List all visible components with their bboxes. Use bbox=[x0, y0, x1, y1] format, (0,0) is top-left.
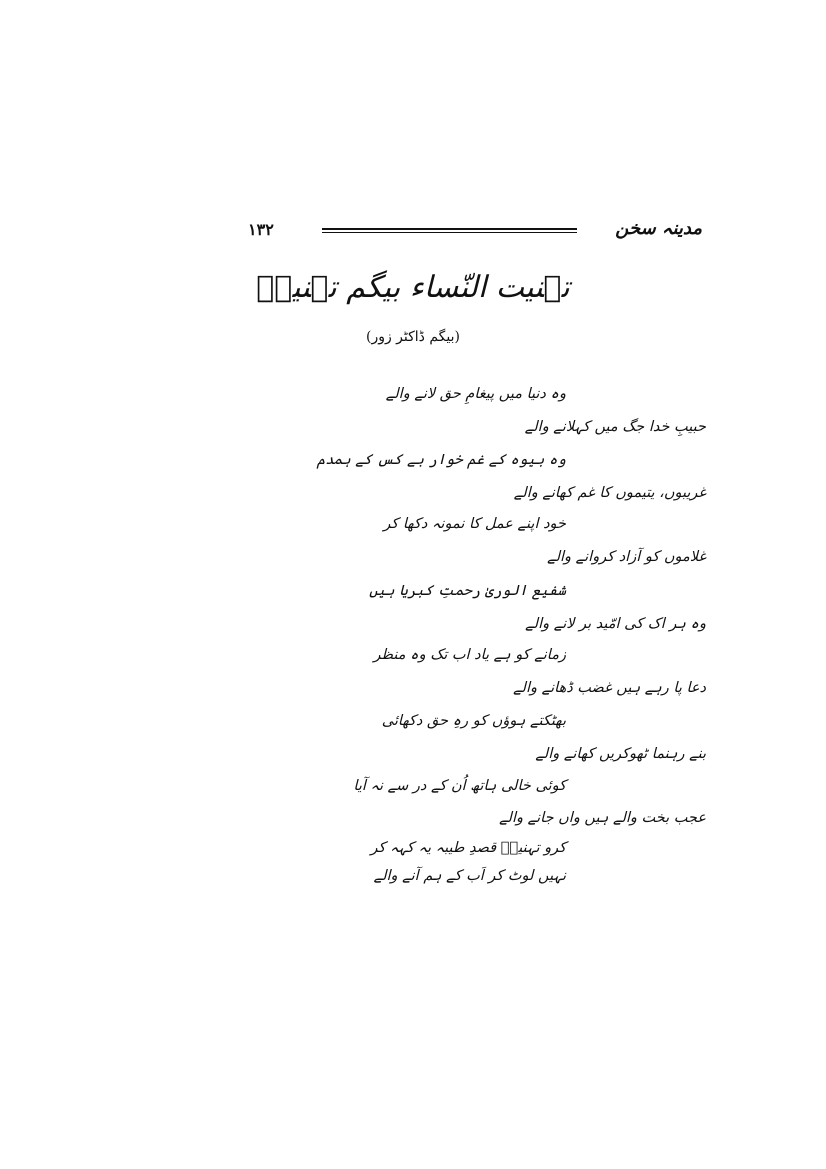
poem-line: حبیبِ خدا جگ میں کہلانے والے bbox=[524, 419, 706, 435]
poem-line: خود اپنے عمل کا نمونہ دکھا کر bbox=[383, 516, 566, 532]
poem-line: کوئی خالی ہاتھ اُن کے در سے نہ آیا bbox=[353, 778, 566, 794]
poem-line: بھٹکتے ہوؤں کو رہِ حق دکھائی bbox=[381, 713, 566, 729]
poem-author: (بیگم ڈاکٹر زور) bbox=[365, 329, 460, 345]
poem-line: وہ بیوہ کے غم خوار بے کس کے ہمدم bbox=[316, 452, 566, 468]
poem-line: عجب بخت والے ہیں واں جانے والے bbox=[499, 810, 706, 826]
poem-line: زمانے کو ہے یاد اب تک وہ منظر bbox=[373, 647, 566, 663]
running-title: مدینہ سخن bbox=[615, 218, 702, 239]
poem-line: غلاموں کو آزاد کروانے والے bbox=[547, 549, 706, 565]
poem-line: نہیں لوٹ کر اَب کے ہم آنے والے bbox=[373, 868, 566, 884]
poem-line: وہ دنیا میں پیغامِ حق لانے والے bbox=[385, 386, 566, 402]
poem-line: غریبوں، یتیموں کا غم کھانے والے bbox=[513, 485, 706, 501]
page-number: ۱۳۲ bbox=[248, 220, 274, 239]
poem-line: کرو تہنیتؔ قصدِ طیبہ یہ کہہ کر bbox=[370, 840, 566, 856]
poem-title: تہنیت النّساء بیگم تہنیتؔ bbox=[256, 270, 570, 305]
poem-line: بنے رہنما ٹھوکریں کھانے والے bbox=[535, 746, 706, 762]
poem-line: شفیع الوریٰ رحمتِ کبریا ہیں bbox=[369, 583, 566, 599]
poem-line: دعا پا رہے ہیں غضب ڈھانے والے bbox=[513, 680, 706, 696]
poem-line: وہ ہر اک کی امّید بر لانے والے bbox=[525, 616, 706, 632]
